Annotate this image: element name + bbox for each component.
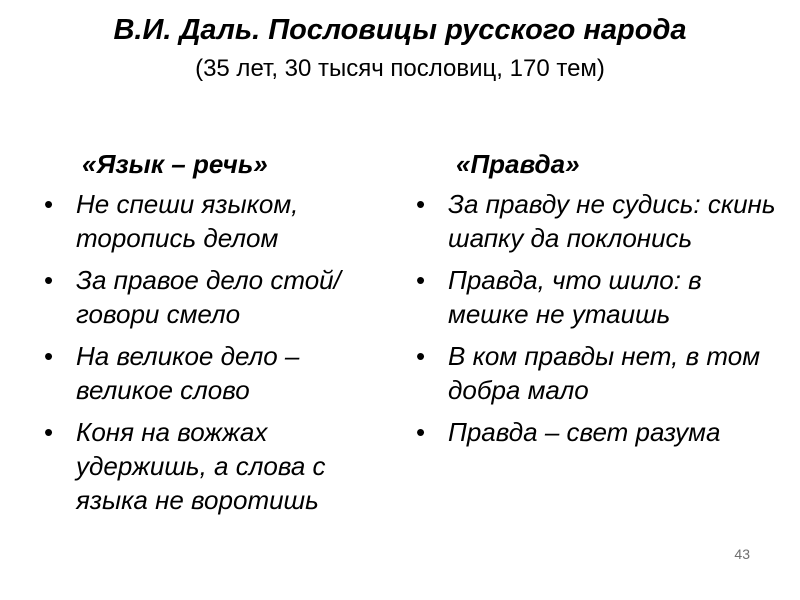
proverb-item xyxy=(40,339,390,407)
proverb-text: В ком правды нет, в том добра мало xyxy=(448,341,761,405)
column-heading-truth: «Правда» xyxy=(456,149,580,179)
bullet-icon: • xyxy=(416,341,426,371)
slide-title: В.И. Даль. Пословицы русского народа xyxy=(113,14,687,46)
bullet-icon: • xyxy=(416,265,426,295)
proverb-item xyxy=(412,187,782,255)
proverbs-column-truth xyxy=(412,148,782,457)
bullet-icon: • xyxy=(44,417,54,447)
proverb-text: Коня на вожжах удержишь, а слова с языка не воротишь xyxy=(76,417,326,515)
proverb-item xyxy=(40,415,390,517)
proverb-list-truth xyxy=(412,187,782,449)
bullet-icon: • xyxy=(44,341,54,371)
proverbs-column-language xyxy=(40,148,390,525)
page-number: 43 xyxy=(734,546,750,562)
proverb-text: За правое дело стой/говори смело xyxy=(76,265,341,329)
proverb-item xyxy=(412,339,782,407)
column-heading-language: «Язык – речь» xyxy=(82,149,268,179)
proverb-text: Правда, что шило: в мешке не утаишь xyxy=(448,265,702,329)
bullet-icon: • xyxy=(44,189,54,219)
proverb-item xyxy=(40,263,390,331)
bullet-icon: • xyxy=(416,189,426,219)
proverb-item xyxy=(412,415,782,449)
proverb-text: На великое дело – великое слово xyxy=(76,341,300,405)
proverb-text: За правду не судись: скинь шапку да поклонись xyxy=(448,189,776,253)
proverb-text: Правда – свет разума xyxy=(448,417,721,447)
bullet-icon: • xyxy=(416,417,426,447)
proverb-item xyxy=(40,187,390,255)
proverb-item xyxy=(412,263,782,331)
bullet-icon: • xyxy=(44,265,54,295)
slide-subtitle: (35 лет, 30 тысяч пословиц, 170 тем) xyxy=(195,55,605,82)
proverb-list-language xyxy=(40,187,390,517)
proverb-text: Не спеши языком, торопись делом xyxy=(76,189,299,253)
